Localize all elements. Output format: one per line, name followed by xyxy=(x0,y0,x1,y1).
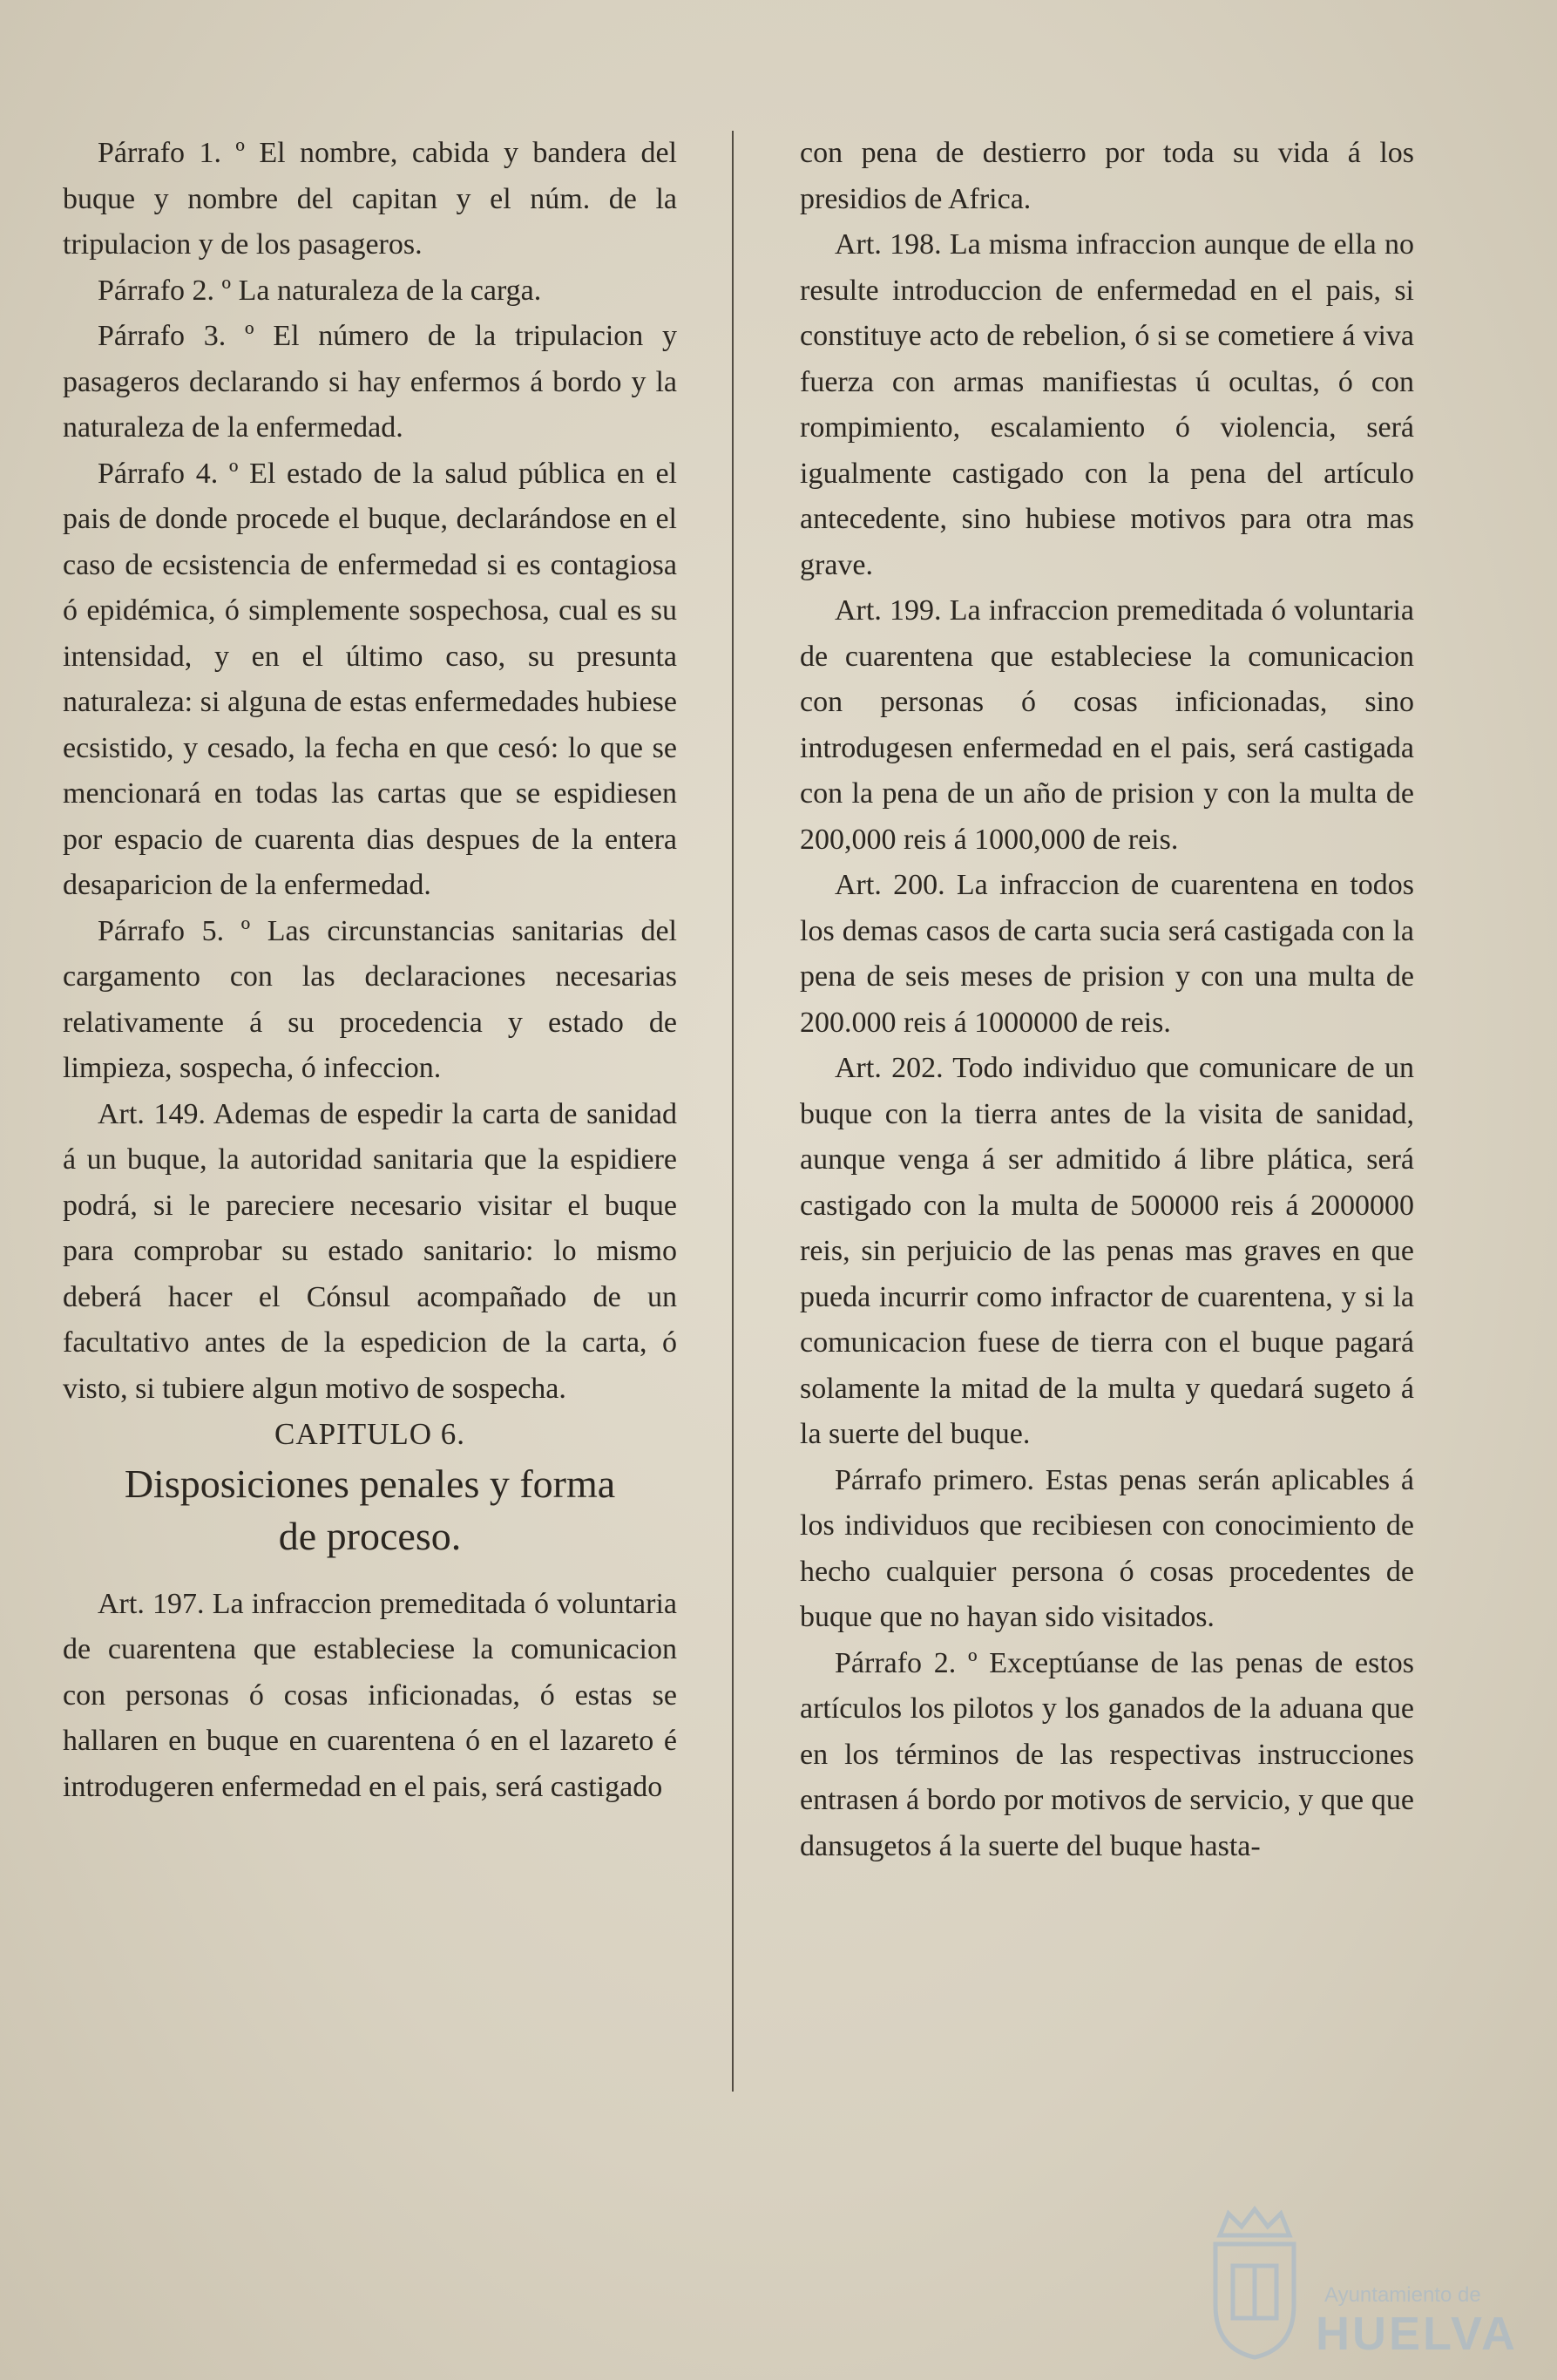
paragraph: Párrafo primero. Estas penas serán aplicables á los individuos que recibiesen con conocimiento de hecho cualquier persona ó cosas procedentes de buque que no hayan sido visitados. xyxy=(800,1463,1414,1633)
watermark-line: Ayuntamiento de xyxy=(1324,2283,1481,2307)
paragraph: Párrafo 1. º El nombre, cabida y bandera del buque y nombre del capitan y el núm. de la tripulacion y de los pasageros. xyxy=(63,137,677,261)
paragraph: Párrafo 2. º La naturaleza de la carga. xyxy=(98,274,542,307)
coat-of-arms-icon xyxy=(1194,2200,1316,2366)
section-title-line: Disposiciones penales y forma xyxy=(124,1461,616,1506)
section-title-line: de proceso. xyxy=(278,1513,462,1558)
paragraph: con pena de destierro por toda su vida á los presidios de Africa. xyxy=(800,137,1414,215)
left-column xyxy=(63,131,677,1810)
watermark xyxy=(1194,2200,1518,2366)
chapter-heading: CAPITULO 6. xyxy=(274,1417,466,1451)
paragraph: Art. 199. La infraccion premeditada ó voluntaria de cuarentena que estableciese la comunicacion con personas ó cosas inficionadas, sino introdugesen enfermedad en el pais, será castigada con la pena de un año de prision y con la multa de 200,000 reis á 1000,000 de reis. xyxy=(800,594,1414,856)
paragraph: Art. 200. La infraccion de cuarentena en todos los demas casos de carta sucia será castigada con la pena de seis meses de prision y con una multa de 200.000 reis á 1000000 de reis. xyxy=(800,869,1414,1039)
paragraph: Art. 149. Ademas de espedir la carta de sanidad á un buque, la autoridad sanitaria que la espidiere podrá, si le pareciere necesario visitar el buque para comprobar su estado sanitario: lo mismo deberá hacer el Cónsul acompañado de un facultativo antes de la espedicion de la carta, ó visto, si tubiere algun motivo de sospecha. xyxy=(63,1097,677,1405)
column-divider xyxy=(732,131,734,2092)
right-column xyxy=(800,131,1414,1869)
paragraph: Párrafo 4. º El estado de la salud pública en el pais de donde procede el buque, declarándose en el caso de ecsistencia de enfermedad si es contagiosa ó epidémica, ó simplemente sospechosa, cual es su intensidad, y en el último caso, su presunta naturaleza: si alguna de estas enfermedades hubiese ecsistido, y cesado, la fecha en que cesó: lo que se mencionará en todas las cartas que se espidiesen por espacio de cuarenta dias despues de la entera desaparicion de la enfermedad. xyxy=(63,457,677,901)
section-title xyxy=(63,1458,677,1563)
paragraph: Art. 202. Todo individuo que comunicare de un buque con la tierra antes de la visita de sanidad, aunque venga á ser admitido á libre plática, será castigado con la multa de 500000 reis á 2000000 reis, sin perjuicio de las penas mas graves en que pueda incurrir como infractor de cuarentena, y si la comunicacion fuese de tierra con el buque pagará solamente la mitad de la multa y quedará sugeto á la suerte del buque. xyxy=(800,1052,1414,1450)
paragraph: Párrafo 3. º El número de la tripulacion y pasageros declarando si hay enfermos á bordo y la naturaleza de la enfermedad. xyxy=(63,320,677,444)
paragraph: Párrafo 5. º Las circunstancias sanitarias del cargamento con las declaraciones necesarias relativamente á su procedencia y estado de limpieza, sospecha, ó infeccion. xyxy=(63,914,677,1084)
paragraph: Art. 197. La infraccion premeditada ó voluntaria de cuarentena que estableciese la comunicacion con personas ó cosas inficionadas, ó estas se hallaren en buque en cuarentena ó en el lazareto é introdugeren enfermedad en el pais, será castigado xyxy=(63,1587,677,1803)
watermark-line: HUELVA xyxy=(1316,2308,1518,2360)
paragraph: Párrafo 2. º Exceptúanse de las penas de estos artículos los pilotos y los ganados de la aduana que en los términos de las respectivas instrucciones entrasen á bordo por motivos de servicio, y que que dansugetos á la suerte del buque hasta- xyxy=(800,1646,1414,1862)
paragraph: Art. 198. La misma infraccion aunque de ella no resulte introduccion de enfermedad en el pais, si constituye acto de rebelion, ó si se cometiere á viva fuerza con armas manifiestas ú ocultas, ó con rompimiento, escalamiento ó violencia, será igualmente castigado con la pena del artículo antecedente, sino hubiese motivos para otra mas grave. xyxy=(800,228,1414,581)
